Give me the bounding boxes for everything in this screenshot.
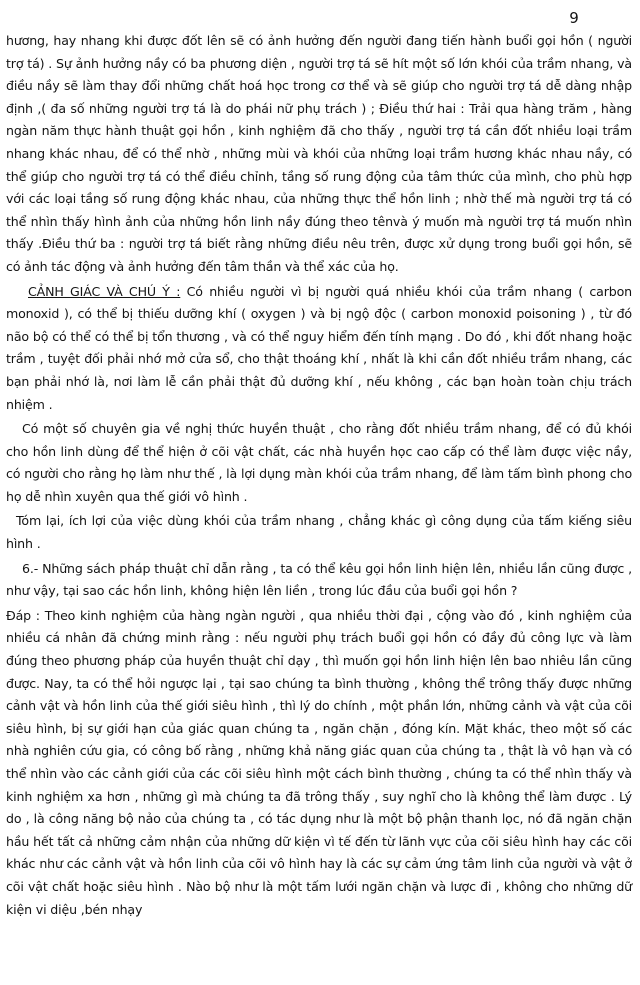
paragraph-experts: Có một số chuyên gia về nghị thức huyền thuật , cho rằng đốt nhiều trầm nhang, để có đủ khói cho hồn linh dùng để thể hiện ở cõi vật chất, các nhà huyền học cao cấp có thể làm được việc nầy, có người cho rằng họ làm như thế , là lợi dụng màn khói của trầm nhang, để làm tấm bình phong cho họ dễ nhìn xuyên qua thế giới vô hình . <box>6 421 632 504</box>
paragraph-answer: Đáp : Theo kinh nghiệm của hàng ngàn người , qua nhiều thời đại , cộng vào đó , kinh nghiệm của nhiều cá nhân đã chứng minh rằng : nếu người phụ trách buổi gọi hồn có đầy đủ công lực và làm đúng theo phương pháp của huyền thuật chỉ dạy , thì muốn gọi hồn linh hiện lên bao nhiêu lần cũng được. Nay, ta có thể hỏi ngược lại , tại sao chúng ta bình thường , không thể trông thấy được những cảnh vật và hồn linh của thế giới siêu hình , thì lý do chính , một phần lớn, những cảnh và vật của cõi siêu hình, bị sự giới hạn của giác quan chúng ta , ngăn chặn , đóng kín. Mặt khác, theo một số các nhà nghiên cứu gia, có công bố rằng , những khả năng giác quan của chúng ta , thật là vô hạn và có thể nhìn vào các cảnh giới của các cõi siêu hình một cách bình thường , chúng ta có thể nhìn thấy và kinh nghiệm xa hơn , những gì mà chúng ta đã trông thấy , suy nghĩ cho là không thể làm được . Lý do , là công năng bộ nảo của chúng ta , có tác dụng như là một bộ phận thanh lọc, nó đã ngăn chặn hầu hết tất cả những cảm nhận của những dữ kiện vì tế đến từ lãnh vực của cõi siêu hình hay các cõi khác như các cảnh vật và hồn linh của cõi vô hình hay là các sự cảm ứng tâm linh của người và vật ở cõi vật chất hoặc siêu hình . Nào bộ như là một tấm lưới ngăn chặn và lược đi , không cho những dữ kiện vi diệu ,bén nhạy <box>6 607 632 917</box>
paragraph-question-6: 6.- Những sách pháp thuật chỉ dẫn rằng , ta có thể kêu gọi hồn linh hiện lên, nhiều lần cũng được , như vậy, tại sao các hồn linh, không hiện lên liền , trong lúc đầu của buổi gọi hồn ? <box>6 560 632 599</box>
page-number: 9 <box>569 9 579 27</box>
warning-heading: CẢNH GIÁC VÀ CHÚ Ý : <box>28 283 181 299</box>
paragraph-summary: Tóm lại, ích lợi của việc dùng khói của trầm nhang , chẳng khác gì công dụng của tấm kiếng siêu hình . <box>6 513 632 552</box>
paragraph-warning <box>6 281 632 417</box>
document-body <box>6 30 632 921</box>
warning-text: Có nhiều người vì bị người quá nhiều khói của trầm nhang ( carbon monoxid ), có thể bị thiếu dưỡng khí ( oxygen ) và bị ngộ độc ( carbon monoxid poisoning ) , từ đó não bộ có thể có thể bị tổn thương , và có thể nguy hiểm đến tính mạng . Do đó , khi đốt nhang hoặc trầm , tuyệt đối phải nhớ mở cửa sổ, cho thật thoáng khí , nhất là khi cần đốt nhiều trầm nhang, các bạn phải nhớ là, nơi làm lễ cần phải thật đủ dưỡng khí , nếu không , các bạn hoàn toàn chịu trách nhiệm . <box>6 283 632 412</box>
paragraph-incense-effects: hương, hay nhang khi được đốt lên sẽ có ảnh hưởng đến người đang tiến hành buổi gọi hồn ( người trợ tá) . Sự ảnh hưởng nầy có ba phương diện , người trợ tá sẽ hít một số lớn khói của trầm nhang, và điều nầy sẽ làm thay đổi những chất hoá học trong cơ thể và sẽ giúp cho người trợ tá dễ dàng nhập định ,( đa số những người trợ tá là do phái nữ phụ trách ) ; Điều thứ hai : Trải qua hàng trăm , hàng ngàn năm thực hành thuật gọi hồn , kinh nghiệm đã cho thấy , người trợ tá cần đốt nhiều loại trầm nhang khác nhau, để có thể nhờ , những mùi và khói của những loại trầm hương khác nhau nầy, có thể giúp cho người trợ tá có thể điều chỉnh, tầng số rung động của tâm thức của mình, cho phù hợp với các loại tầng số rung động khác nhau, của những thực thể hồn linh ; nhờ thế mà người trợ tá có thể nhìn thấy hình ảnh của những hồn linh nầy đúng theo tênvà ý muốn mà người trợ tá muốn nhìn thấy .Điều thứ ba : người trợ tá biết rằng những điều nêu trên, được xử dụng trong buổi gọi hồn, sẽ có ảnh tác động và ảnh hưởng đến tâm thần và thể xác của họ. <box>6 33 632 274</box>
